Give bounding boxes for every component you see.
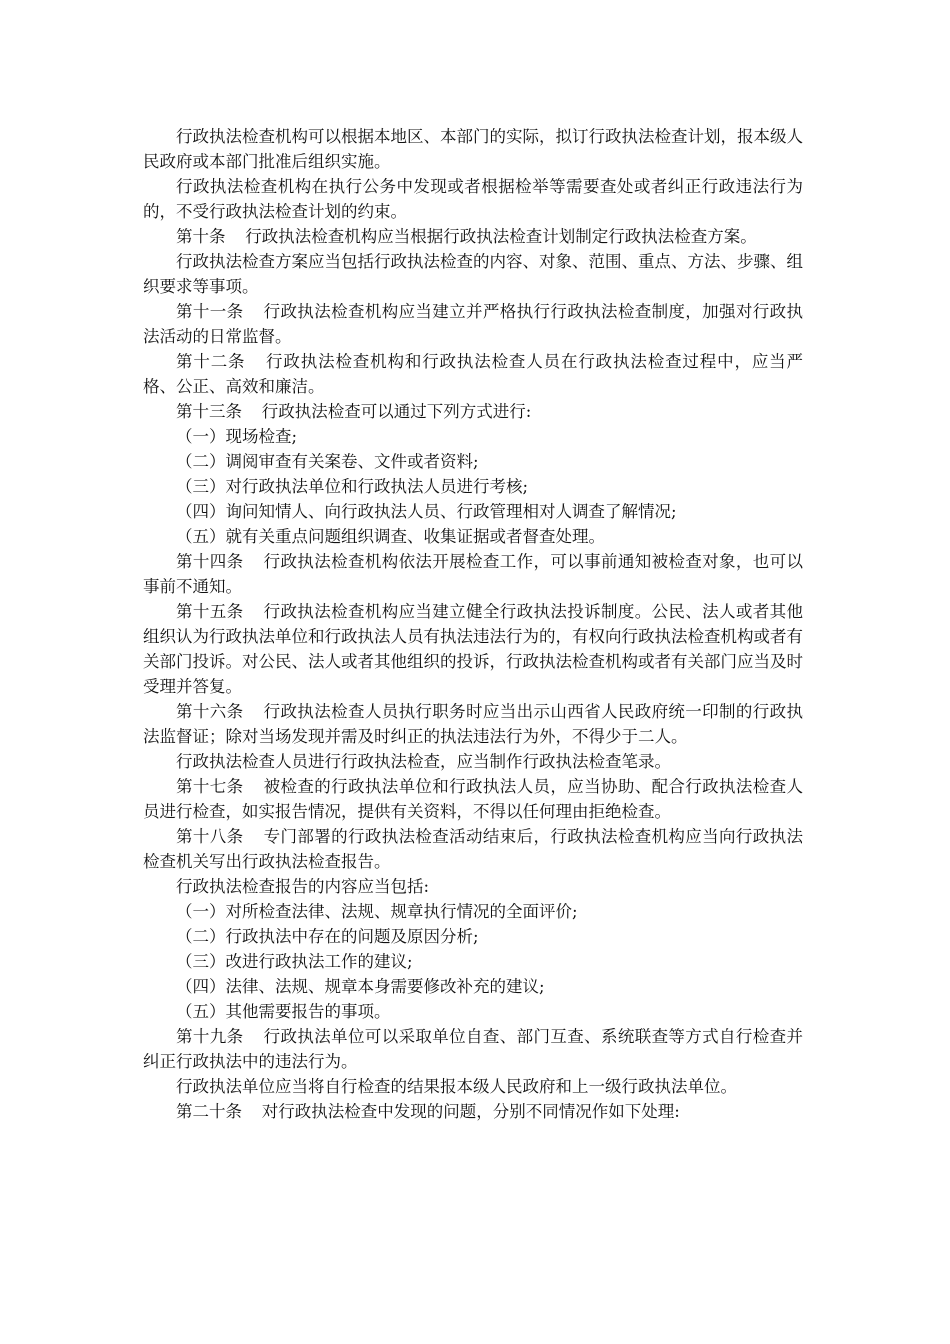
paragraph: （四）法律、法规、规章本身需要修改补充的建议; xyxy=(176,977,545,996)
article-paragraph xyxy=(143,349,803,399)
article-paragraph xyxy=(143,774,803,824)
paragraph: （五）就有关重点问题组织调查、收集证据或者督查处理。 xyxy=(176,527,605,546)
article-text: 专门部署的行政执法检查活动结束后，行政执法检查机构应当向行政执法检查机关写出行政执法检查报告。 xyxy=(143,827,804,871)
article-paragraph xyxy=(143,224,803,249)
article-paragraph xyxy=(143,399,803,424)
paragraph: （三）对行政执法单位和行政执法人员进行考核; xyxy=(176,477,529,496)
article-number: 第十一条 xyxy=(176,302,244,321)
article-number: 第十六条 xyxy=(176,702,244,721)
article-number: 第十八条 xyxy=(176,827,244,846)
article-paragraph xyxy=(143,549,803,599)
paragraph: 行政执法检查机构可以根据本地区、本部门的实际，拟订行政执法检查计划，报本级人民政府或本部门批准后组织实施。 xyxy=(143,127,803,171)
paragraph: 行政执法单位应当将自行检查的结果报本级人民政府和上一级行政执法单位。 xyxy=(176,1077,737,1096)
article-text: 行政执法检查机构和行政执法检查人员在行政执法检查过程中，应当严格、公正、高效和廉洁。 xyxy=(143,352,804,396)
paragraph: （二）调阅审查有关案卷、文件或者资料; xyxy=(176,452,479,471)
article-text: 行政执法检查机构依法开展检查工作，可以事前通知被检查对象，也可以事前不通知。 xyxy=(143,552,804,596)
paragraph: （三）改进行政执法工作的建议; xyxy=(176,952,413,971)
article-text: 行政执法检查机构应当建立健全行政执法投诉制度。公民、法人或者其他组织认为行政执法单位和行政执法人员有执法违法行为的，有权向行政执法检查机构或者有关部门投诉。对公民、法人或者其他组织的投诉，行政执法检查机构或者有关部门应当及时受理并答复。 xyxy=(143,602,804,696)
article-number: 第十三条 xyxy=(176,402,242,421)
article-paragraph xyxy=(143,299,803,349)
paragraph: 行政执法检查方案应当包括行政执法检查的内容、对象、范围、重点、方法、步骤、组织要求等事项。 xyxy=(143,252,803,296)
article-paragraph xyxy=(143,1024,803,1074)
article-text: 行政执法检查人员执行职务时应当出示山西省人民政府统一印制的行政执法监督证；除对当场发现并需及时纠正的执法违法行为外，不得少于二人。 xyxy=(143,702,804,746)
paragraph: 行政执法检查报告的内容应当包括: xyxy=(176,877,430,896)
article-paragraph xyxy=(143,699,803,749)
article-number: 第十二条 xyxy=(176,352,246,371)
article-paragraph xyxy=(143,599,803,699)
article-text: 行政执法单位可以采取单位自查、部门互查、系统联查等方式自行检查并纠正行政执法中的违法行为。 xyxy=(143,1027,804,1071)
article-number: 第十四条 xyxy=(176,552,244,571)
article-text: 被检查的行政执法单位和行政执法人员，应当协助、配合行政执法检查人员进行检查，如实报告情况，提供有关资料，不得以任何理由拒绝检查。 xyxy=(143,777,804,821)
article-text: 行政执法检查机构应当建立并严格执行行政执法检查制度，加强对行政执法活动的日常监督。 xyxy=(143,302,804,346)
paragraph: 行政执法检查人员进行行政执法检查，应当制作行政执法检查笔录。 xyxy=(176,752,671,771)
paragraph: （五）其他需要报告的事项。 xyxy=(176,1002,391,1021)
paragraph: （一）现场检查; xyxy=(176,427,298,446)
paragraph: （一）对所检查法律、法规、规章执行情况的全面评价; xyxy=(176,902,578,921)
article-number: 第二十条 xyxy=(176,1102,242,1121)
article-text: 对行政执法检查中发现的问题，分别不同情况作如下处理: xyxy=(261,1102,680,1121)
article-number: 第十条 xyxy=(176,227,226,246)
paragraph: 行政执法检查机构在执行公务中发现或者根据检举等需要查处或者纠正行政违法行为的，不受行政执法检查计划的约束。 xyxy=(143,177,803,221)
document-body xyxy=(143,124,803,1124)
article-text: 行政执法检查机构应当根据行政执法检查计划制定行政执法检查方案。 xyxy=(245,227,757,246)
article-paragraph xyxy=(143,824,803,874)
paragraph: （四）询问知情人、向行政执法人员、行政管理相对人调查了解情况; xyxy=(176,502,677,521)
article-number: 第十五条 xyxy=(176,602,244,621)
article-number: 第十七条 xyxy=(176,777,244,796)
article-text: 行政执法检查可以通过下列方式进行: xyxy=(261,402,532,421)
article-number: 第十九条 xyxy=(176,1027,244,1046)
article-paragraph xyxy=(143,1099,803,1124)
paragraph: （二）行政执法中存在的问题及原因分析; xyxy=(176,927,479,946)
